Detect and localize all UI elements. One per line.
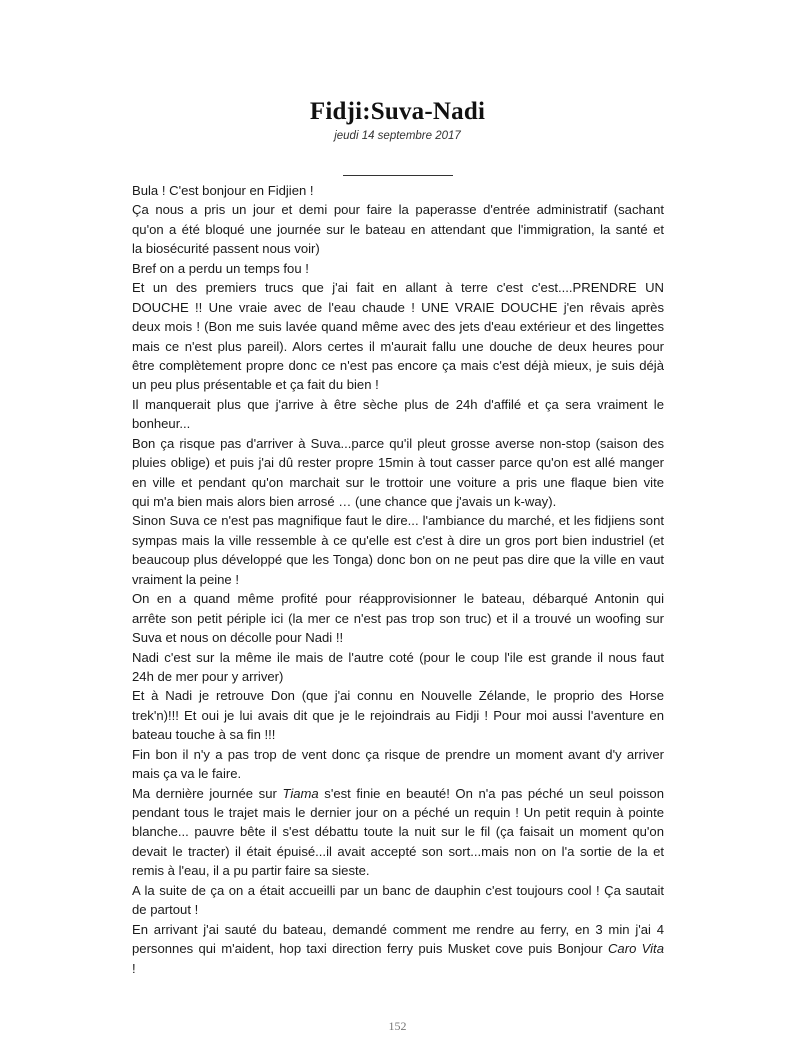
text-line: trek'n)!!! Et oui je lui avais dit que je le rejoindrais au Fidji ! Pour moi aussi l'aventure en <box>132 707 664 723</box>
text-segment: personnes qui m'aident, hop taxi direction ferry puis Musket cove puis Bonjour <box>132 941 608 957</box>
text-line: être complètement propre donc ce n'est pas encore ça mais c'est déjà mieux, je suis déjà <box>132 357 664 373</box>
text-line: DOUCHE !! Une vraie avec de l'eau chaude ! UNE VRAIE DOUCHE j'en rêvais après <box>132 299 664 315</box>
title-divider <box>343 175 453 176</box>
italic-name: Tiama <box>282 785 319 801</box>
text-line: la biosécurité passent nous voir) <box>132 241 320 257</box>
text-line: En arrivant j'ai sauté du bateau, demandé comment me rendre au ferry, en 3 min j'ai 4 <box>132 921 664 937</box>
text-line: mais ce n'est plus pareil). Alors certes il m'aurait fallu une douche de deux heures pour <box>132 338 664 354</box>
text-line: bateau touche à sa fin !!! <box>132 727 276 743</box>
text-line: On en a quand même profité pour réapprovisionner le bateau, débarqué Antonin qui <box>132 591 664 607</box>
text-line: Bula ! C'est bonjour en Fidjien ! <box>132 183 314 198</box>
text-line: de partout ! <box>132 902 199 918</box>
text-line: Il manquerait plus que j'arrive à être sèche plus de 24h d'affilé et ça sera vraiment le <box>132 396 664 412</box>
text-line: arrête son petit périple ici (la mer ce n'est pas trop son truc) et il a trouvé un woofing sur <box>132 610 664 626</box>
text-line: bonheur... <box>132 416 191 432</box>
text-line: Nadi c'est sur la même ile mais de l'autre coté (pour le coup l'ile est grande il nous faut <box>132 649 664 665</box>
text-line: en ville et pendant qu'on marchait sur le trottoir une voiture a pris une flaque bien vite <box>132 474 664 490</box>
text-line: Suva et nous on décolle pour Nadi !! <box>132 630 344 646</box>
text-line: qu'on a été bloqué une journée sur le bateau en attendant que l'immigration, la santé et <box>132 221 664 237</box>
text-line: Sinon Suva ce n'est pas magnifique faut le dire... l'ambiance du marché, et les fidjiens sont <box>132 513 664 529</box>
text-line: ! <box>132 960 136 976</box>
text-line: devait le tracter) il était épuisé...il avait accepté son sort...mais non on l'a sortie de la et <box>132 843 664 859</box>
text-line: deux mois ! (Bon me suis lavée quand même avec des jets d'eau extérieur et des lingettes <box>132 319 664 335</box>
text-line: qui m'a bien mais alors bien arrosé … (une chance que j'avais un k-way). <box>132 494 557 509</box>
text-line: vraiment la peine ! <box>132 571 239 587</box>
text-line: A la suite de ça on a était accueilli par un banc de dauphin c'est toujours cool ! Ça sautait <box>132 882 664 898</box>
page-number: 152 <box>388 1019 407 1033</box>
post-date: jeudi 14 septembre 2017 <box>334 130 461 142</box>
text-line <box>132 784 664 803</box>
text-line: pluies oblige) et puis j'ai dû rester propre 15min à tout casser parce qu'on est allé manger <box>132 455 664 471</box>
text-line: beaucoup plus développé que les Tonga) donc bon on ne peut pas dire que la ville en vaut <box>132 552 664 568</box>
text-line: remis à l'eau, il a pu partir faire sa sieste. <box>132 863 370 879</box>
text-line: pendant tous le trajet mais le dernier jour on a péché un requin ! Un petit requin à pointe <box>132 805 664 820</box>
text-line: Bref on a perdu un temps fou ! <box>132 260 309 276</box>
text-line: 24h de mer pour y arriver) <box>132 668 284 684</box>
text-segment: s'est finie en beauté! On n'a pas péché un seul poisson <box>318 785 664 801</box>
text-line: Bon ça risque pas d'arriver à Suva...parce qu'il pleut grosse averse non-stop (saison des <box>132 435 664 451</box>
text-line: Fin bon il n'y a pas trop de vent donc ça risque de prendre un moment avant d'y arriver <box>132 746 664 762</box>
text-line: Ça nous a pris un jour et demi pour faire la paperasse d'entrée administratif (sachant <box>132 202 664 218</box>
text-line: un peu plus présentable et ça fait du bien ! <box>132 377 379 393</box>
text-line: sympas mais la ville ressemble à ce qu'elle est c'est à dire un gros port bien industriel (et <box>132 532 664 548</box>
text-line: Et un des premiers trucs que j'ai fait en allant à terre c'est c'est....PRENDRE UN <box>132 280 664 296</box>
text-line: blanche... pauvre bête il s'est débattu toute la nuit sur le fil (ça faisait un moment qu'on <box>132 824 664 840</box>
text-line <box>132 939 664 958</box>
text-line: Et à Nadi je retrouve Don (que j'ai connu en Nouvelle Zélande, le proprio des Horse <box>132 688 664 704</box>
page-title: Fidji:Suva-Nadi <box>309 98 486 125</box>
text-line: mais ça va le faire. <box>132 766 242 782</box>
text-segment: Ma dernière journée sur <box>132 785 283 801</box>
italic-name: Caro Vita <box>607 941 664 957</box>
body-text <box>132 181 664 978</box>
